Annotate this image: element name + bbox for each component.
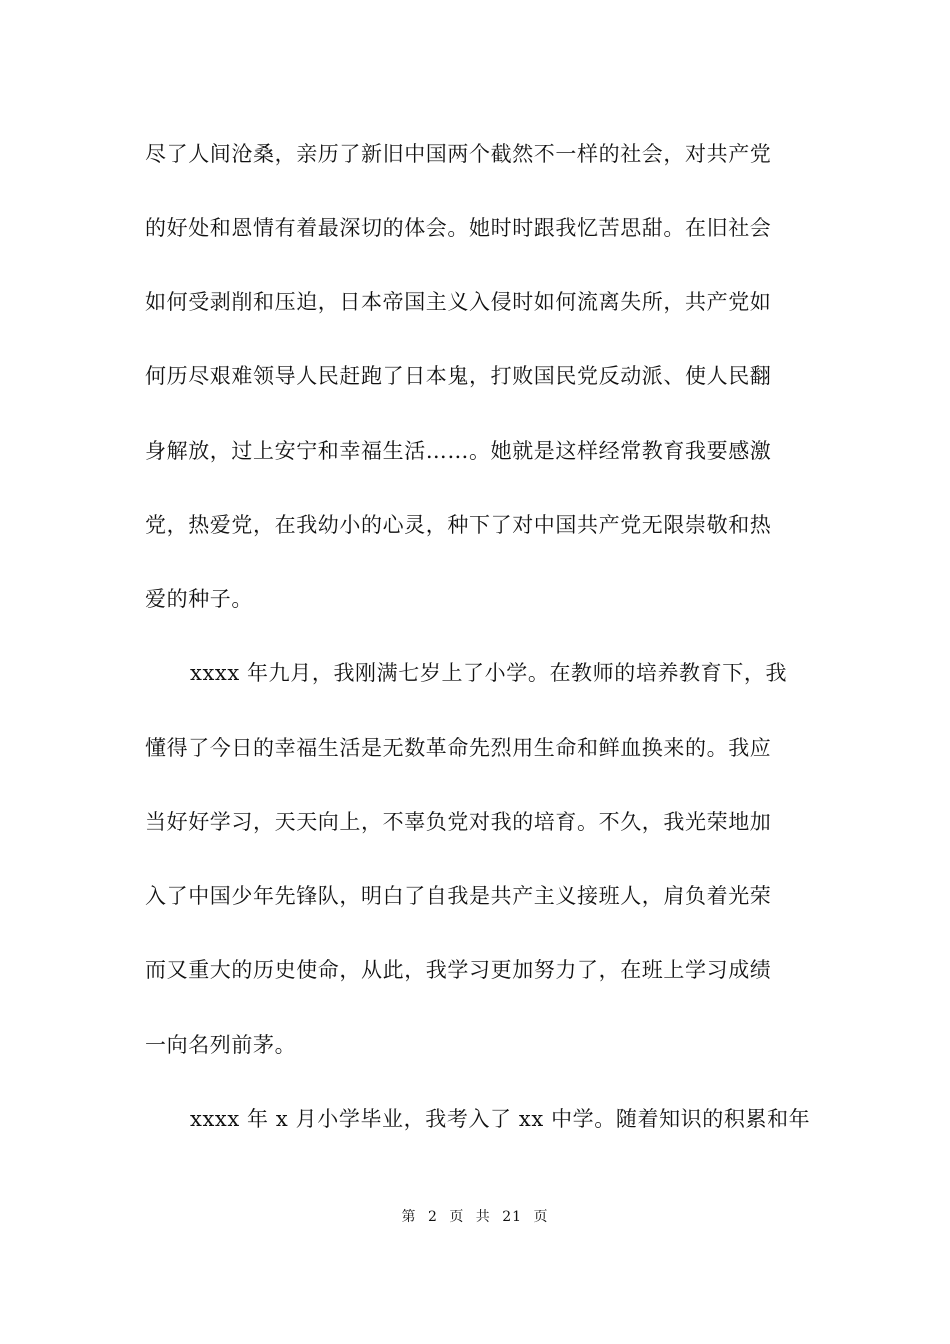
- page-footer: [0, 1207, 950, 1227]
- footer-label-gong: 共: [475, 1209, 491, 1225]
- text-line: 而又重大的历史使命，从此，我学习更加努力了，在班上学习成绩: [145, 958, 772, 982]
- text-line: 爱的种子。: [145, 587, 253, 611]
- text-line: 懂得了今日的幸福生活是无数革命先烈用生命和鲜血换来的。我应: [145, 736, 772, 760]
- text-line: 身解放，过上安宁和幸福生活……。她就是这样经常教育我要感激: [145, 439, 772, 463]
- text-line: 当好好学习，天天向上，不辜负党对我的培育。不久，我光荣地加: [145, 810, 772, 834]
- text-line: 何历尽艰难领导人民赶跑了日本鬼，打败国民党反动派、使人民翻: [145, 364, 772, 388]
- text-line: 的好处和恩情有着最深切的体会。她时时跟我忆苦思甜。在旧社会: [145, 216, 772, 240]
- text-line: 如何受剥削和压迫，日本帝国主义入侵时如何流离失所，共产党如: [145, 290, 772, 314]
- current-page-number: 2: [427, 1209, 438, 1225]
- text-line: 尽了人间沧桑，亲历了新旧中国两个截然不一样的社会，对共产党: [145, 142, 772, 166]
- text-line: 入了中国少年先锋队，明白了自我是共产主义接班人，肩负着光荣: [145, 884, 772, 908]
- footer-label-ye: 页: [533, 1209, 549, 1225]
- text-line: 党，热爱党，在我幼小的心灵，种下了对中国共产党无限崇敬和热: [145, 513, 772, 537]
- text-line: 一向名列前茅。: [145, 1033, 297, 1057]
- total-page-count: 21: [502, 1209, 523, 1225]
- paragraph-first-line: xxxx 年 x 月小学毕业，我考入了 xx 中学。随着知识的积累和年: [190, 1107, 811, 1131]
- footer-label-ye: 页: [449, 1209, 465, 1225]
- footer-label-di: 第: [401, 1209, 417, 1225]
- paragraph-first-line: xxxx 年九月，我刚满七岁上了小学。在教师的培养教育下，我: [190, 661, 788, 685]
